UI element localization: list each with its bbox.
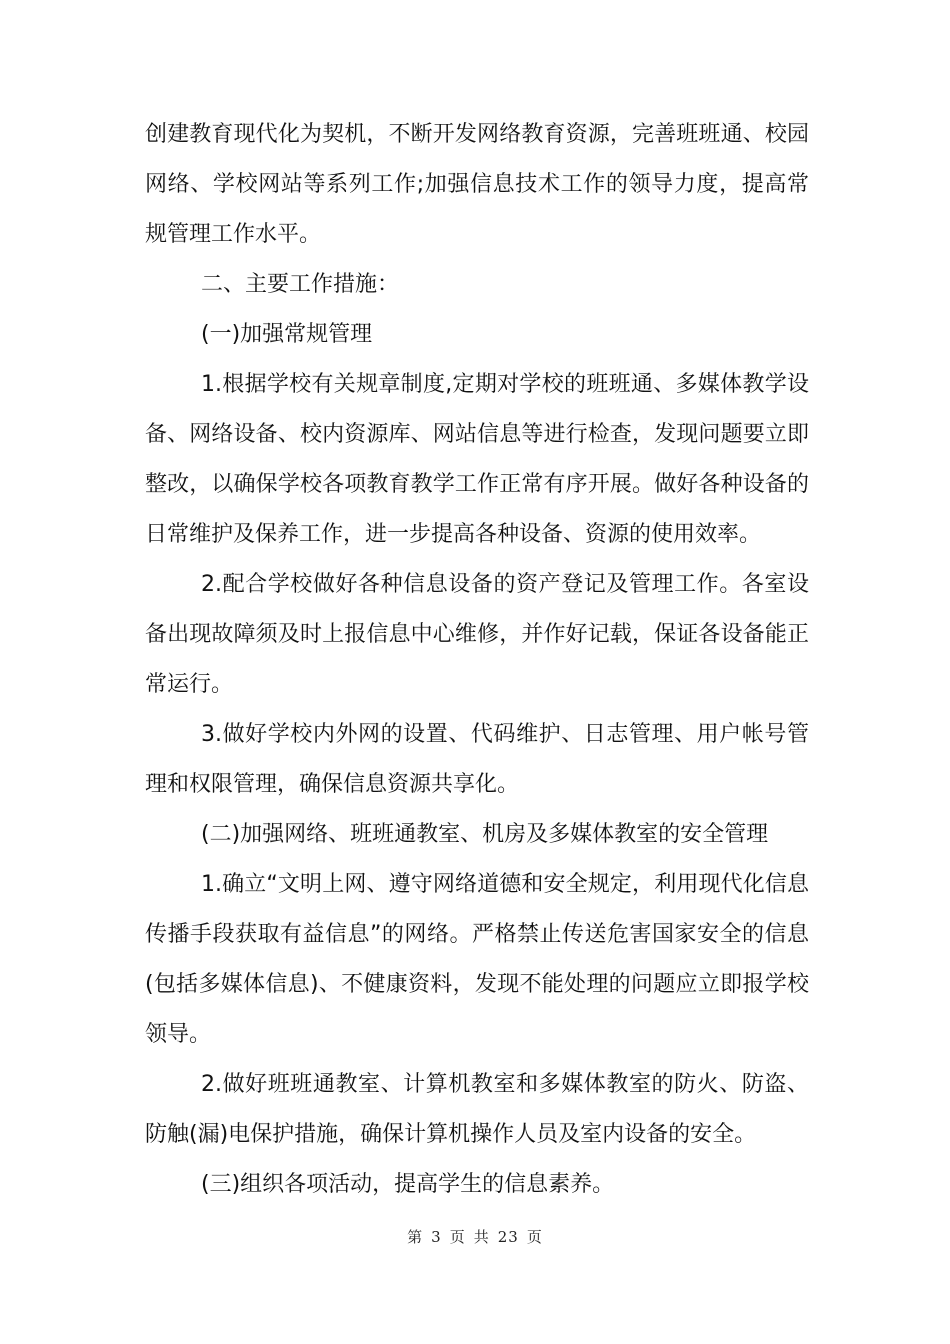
- footer-page-word: 页: [449, 1228, 466, 1246]
- paragraph: 2.做好班班通教室、计算机教室和多媒体教室的防火、防盗、防触(漏)电保护措施，确保计算机操作人员及室内设备的安全。: [145, 1072, 809, 1147]
- subsection-heading: (二)加强网络、班班通教室、机房及多媒体教室的安全管理: [201, 822, 769, 847]
- footer-total-pages: 23: [497, 1228, 519, 1246]
- subsection-heading: (一)加强常规管理: [201, 322, 373, 347]
- paragraph: 1.确立“文明上网、遵守网络道德和安全规定，利用现代化信息传播手段获取有益信息”的网络。严格禁止传送危害国家安全的信息(包括多媒体信息)、不健康资料，发现不能处理的问题应立即报学校领导。: [145, 872, 809, 1047]
- footer-current-page: 3: [431, 1228, 442, 1246]
- footer-suffix: 页: [526, 1228, 543, 1246]
- paragraph: 3.做好学校内外网的设置、代码维护、日志管理、用户帐号管理和权限管理，确保信息资源共享化。: [145, 722, 809, 797]
- subsection-heading: (三)组织各项活动，提高学生的信息素养。: [201, 1172, 615, 1197]
- page-footer: [0, 1226, 950, 1247]
- paragraph: 2.配合学校做好各种信息设备的资产登记及管理工作。各室设备出现故障须及时上报信息中心维修，并作好记载，保证各设备能正常运行。: [145, 572, 809, 697]
- paragraph: 创建教育现代化为契机，不断开发网络教育资源，完善班班通、校园网络、学校网站等系列工作;加强信息技术工作的领导力度，提高常规管理工作水平。: [145, 122, 809, 247]
- footer-prefix: 第: [407, 1228, 424, 1246]
- paragraph: 1.根据学校有关规章制度,定期对学校的班班通、多媒体教学设备、网络设备、校内资源库、网站信息等进行检查，发现问题要立即整改，以确保学校各项教育教学工作正常有序开展。做好各种设备的日常维护及保养工作，进一步提高各种设备、资源的使用效率。: [145, 372, 809, 547]
- document-body: [145, 110, 809, 1210]
- section-heading: 二、主要工作措施：: [201, 272, 400, 297]
- footer-total-word: 共: [473, 1228, 490, 1246]
